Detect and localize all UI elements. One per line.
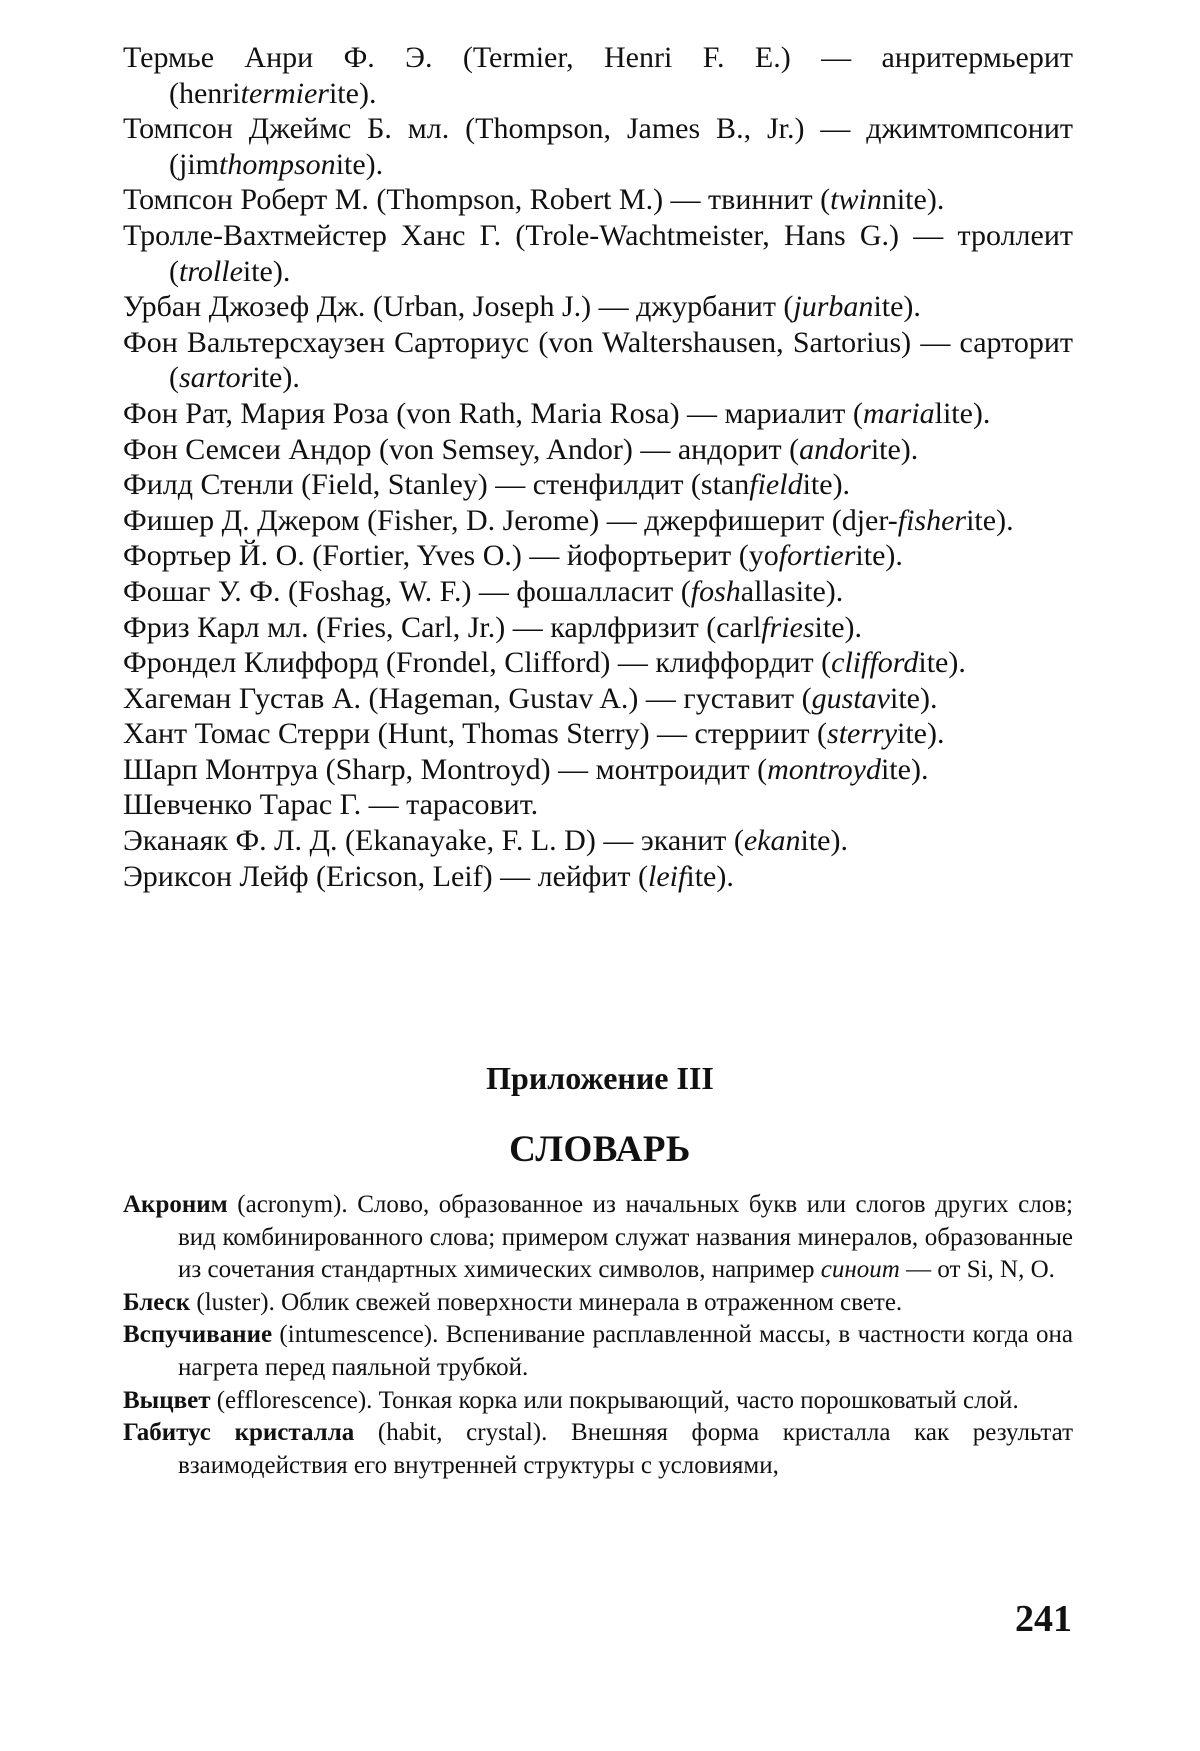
eponym-entry: Фортьер Й. О. (Fortier, Yves O.) — йофортьерит (yofortierite). bbox=[123, 539, 903, 573]
glossary-entry: Габитус кристалла (habit, crystal). Внешняя форма кристалла как результат взаимодействия его внутренней структуры с условиями, bbox=[123, 1419, 1073, 1479]
eponym-entry: Шарп Монтруа (Sharp, Montroyd) — монтроидит (montroydite). bbox=[123, 752, 929, 786]
eponym-entry: Эриксон Лейф (Ericson, Leif) — лейфит (leifite). bbox=[123, 859, 734, 893]
appendix-heading: СЛОВАРЬ bbox=[509, 1129, 691, 1170]
appendix-label: Приложение III bbox=[486, 1060, 714, 1096]
eponym-entry: Термье Анри Ф. Э. (Termier, Henri F. E.) — анритермьерит (henritermierite). bbox=[123, 41, 1073, 110]
glossary-term: Выцвет bbox=[123, 1386, 211, 1414]
glossary-list bbox=[123, 1189, 1073, 1482]
eponym-entry: Фон Семсеи Андор (von Semsey, Andor) — андорит (andorite). bbox=[123, 432, 919, 466]
glossary-entry: Выцвет (efflorescence). Тонкая корка или покрывающий, часто порошковатый слой. bbox=[123, 1386, 1019, 1414]
eponym-entry: Томпсон Джеймс Б. мл. (Thompson, James B., Jr.) — джимтомпсонит (jimthompsonite). bbox=[123, 112, 1073, 181]
page-number: 241 bbox=[1015, 1598, 1072, 1640]
glossary-entry: Вспучивание (intumescence). Вспенивание расплавленной массы, в частности когда она нагрета перед паяльной трубкой. bbox=[123, 1321, 1073, 1381]
glossary-term: Акроним bbox=[123, 1191, 228, 1218]
eponym-entry: Фриз Карл мл. (Fries, Carl, Jr.) — карлфризит (carlfriesite). bbox=[123, 610, 863, 644]
glossary-term: Габитус кристалла bbox=[123, 1419, 355, 1447]
eponym-entry: Фон Рат, Мария Роза (von Rath, Maria Rosa) — мариалит (marialite). bbox=[123, 396, 991, 430]
eponym-entry: Фрондел Клиффорд (Frondel, Clifford) — клиффордит (cliffordite). bbox=[123, 646, 966, 680]
eponym-entry: Филд Стенли (Field, Stanley) — стенфилдит (stanfieldite). bbox=[123, 468, 851, 502]
eponym-entry: Хагеман Густав А. (Hageman, Gustav A.) — густавит (gustavite). bbox=[123, 681, 938, 715]
eponym-entry: Эканаяк Ф. Л. Д. (Ekanayake, F. L. D) — эканит (ekanite). bbox=[123, 824, 848, 858]
eponym-entry: Тролле-Вахтмейстер Ханс Г. (Trole-Wachtmeister, Hans G.) — троллеит (trolleite). bbox=[123, 218, 1073, 288]
eponym-entry: Урбан Джозеф Дж. (Urban, Joseph J.) — джурбанит (jurbanite). bbox=[123, 290, 921, 324]
eponym-entry: Фишер Д. Джером (Fisher, D. Jerome) — джерфишерит (djer-fisherite). bbox=[123, 503, 1014, 537]
eponym-entry: Хант Томас Стерри (Hunt, Thomas Sterry) — стерриит (sterryite). bbox=[123, 717, 945, 751]
eponym-entry: Шевченко Тарас Г. — тарасовит. bbox=[123, 788, 539, 822]
glossary-entry: Блеск (luster). Облик свежей поверхности минерала в отраженном свете. bbox=[123, 1288, 903, 1316]
eponym-list bbox=[123, 40, 1073, 894]
glossary-term: Вспучивание bbox=[123, 1321, 273, 1349]
glossary-term: Блеск bbox=[123, 1288, 191, 1316]
glossary-entry: Акроним (acronym). Слово, образованное из начальных букв или слогов других слов; вид комбинированного слова; примером служат названия минералов, образованные из сочетания стандартных химических символов, например синоит — от Si, N, O. bbox=[123, 1191, 1073, 1284]
eponym-entry: Томпсон Роберт М. (Thompson, Robert M.) — твиннит (twinnite). bbox=[123, 183, 945, 217]
eponym-entry: Фон Вальтерсхаузен Сарториус (von Waltershausen, Sartorius) — сарторит (sartorite). bbox=[123, 325, 1073, 395]
eponym-entry: Фошаг У. Ф. (Foshag, W. F.) — фошалласит (foshallasite). bbox=[123, 574, 844, 608]
